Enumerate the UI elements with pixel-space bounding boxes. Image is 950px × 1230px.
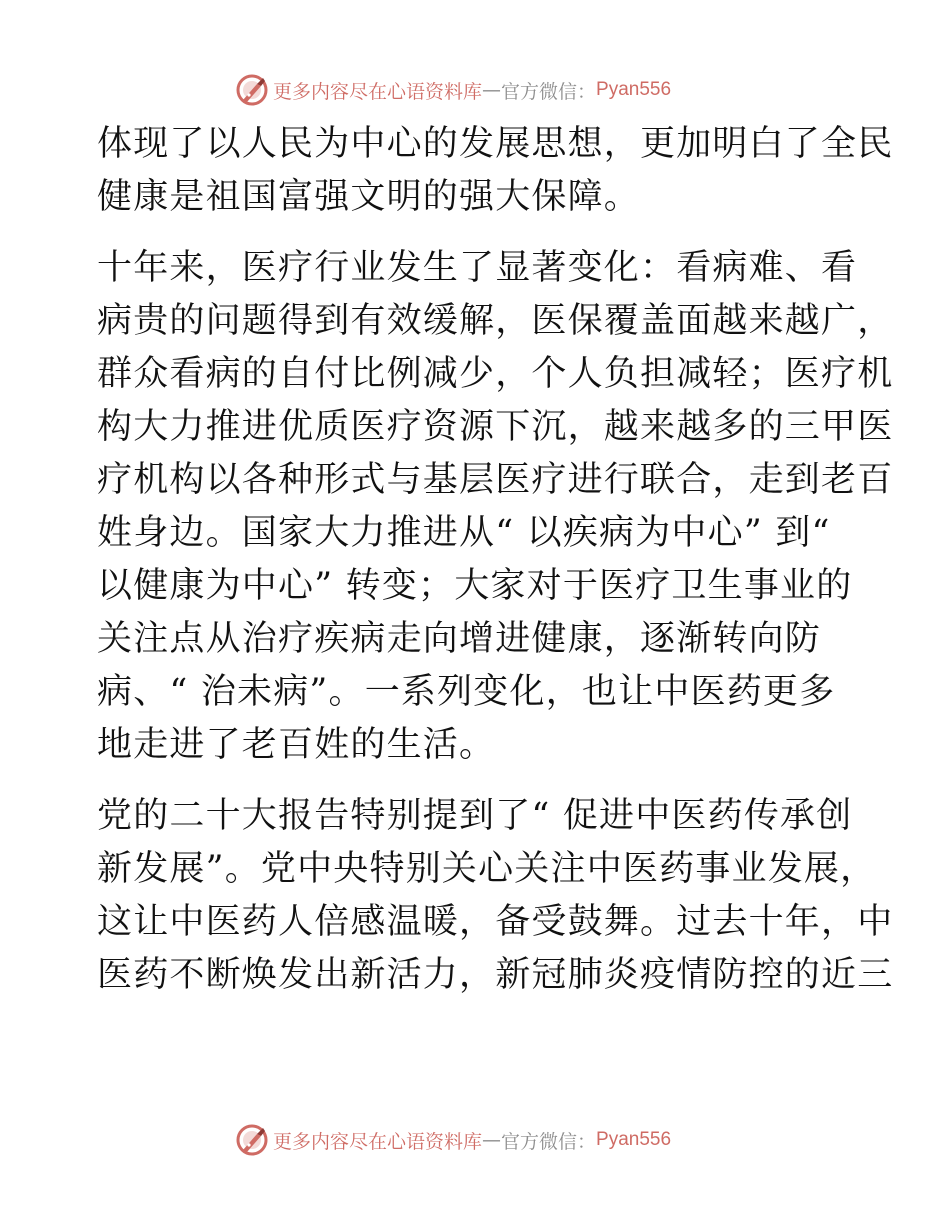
text-line: 健康是祖国富强文明的强大保障。 [97,177,641,217]
text-line: 关注点从治疗疾病走向增进健康，逐渐转向防 [97,619,822,659]
watermark-contact-id: Pyan556 [596,1129,672,1150]
text-line: 新发展”。党中央特别关心关注中医药事业发展， [97,849,877,889]
text-line: 疗机构以各种形式与基层医疗进行联合，走到老百 [97,460,894,500]
watermark-separator: — [482,79,502,101]
text-line: 病贵的问题得到有效缓解，医保覆盖面越来越广， [97,301,894,341]
pen-nib-circle-icon [235,73,269,107]
text-line: 这让中医药人倍感温暖，备受鼓舞。过去十年，中 [97,902,894,942]
watermark-separator: — [482,1129,502,1151]
watermark-contact-label: 官方微信： [501,80,597,103]
watermark-footer [235,1122,671,1158]
text-line: 地走进了老百姓的生活。 [97,725,496,765]
pen-nib-circle-icon [235,1123,269,1157]
text-line: 群众看病的自付比例减少，个人负担减轻；医疗机 [97,354,894,394]
text-line: 姓身边。国家大力推进从“ 以疾病为中心” 到“ [97,513,831,553]
text-line: 医药不断焕发出新活力，新冠肺炎疫情防控的近三 [97,955,894,995]
text-line: 病、“ 治未病”。一系列变化，也让中医药更多 [97,672,836,712]
text-line: 以健康为中心” 转变；大家对于医疗卫生事业的 [97,566,853,606]
watermark-contact-id: Pyan556 [596,79,672,100]
paragraph [97,118,894,224]
document-body [97,118,894,1002]
watermark-site-text: 更多内容尽在心语资料库 [273,1130,483,1153]
watermark-header [235,72,671,108]
text-line: 体现了以人民为中心的发展思想，更加明白了全民 [97,124,894,164]
watermark-site-text: 更多内容尽在心语资料库 [273,80,483,103]
watermark-contact-label: 官方微信： [501,1130,597,1153]
text-line: 构大力推进优质医疗资源下沉，越来越多的三甲医 [97,407,894,447]
text-line: 党的二十大报告特别提到了“ 促进中医药传承创 [97,796,853,836]
text-line: 十年来，医疗行业发生了显著变化：看病难、看 [97,248,858,288]
paragraph [97,242,894,772]
paragraph [97,790,894,1002]
